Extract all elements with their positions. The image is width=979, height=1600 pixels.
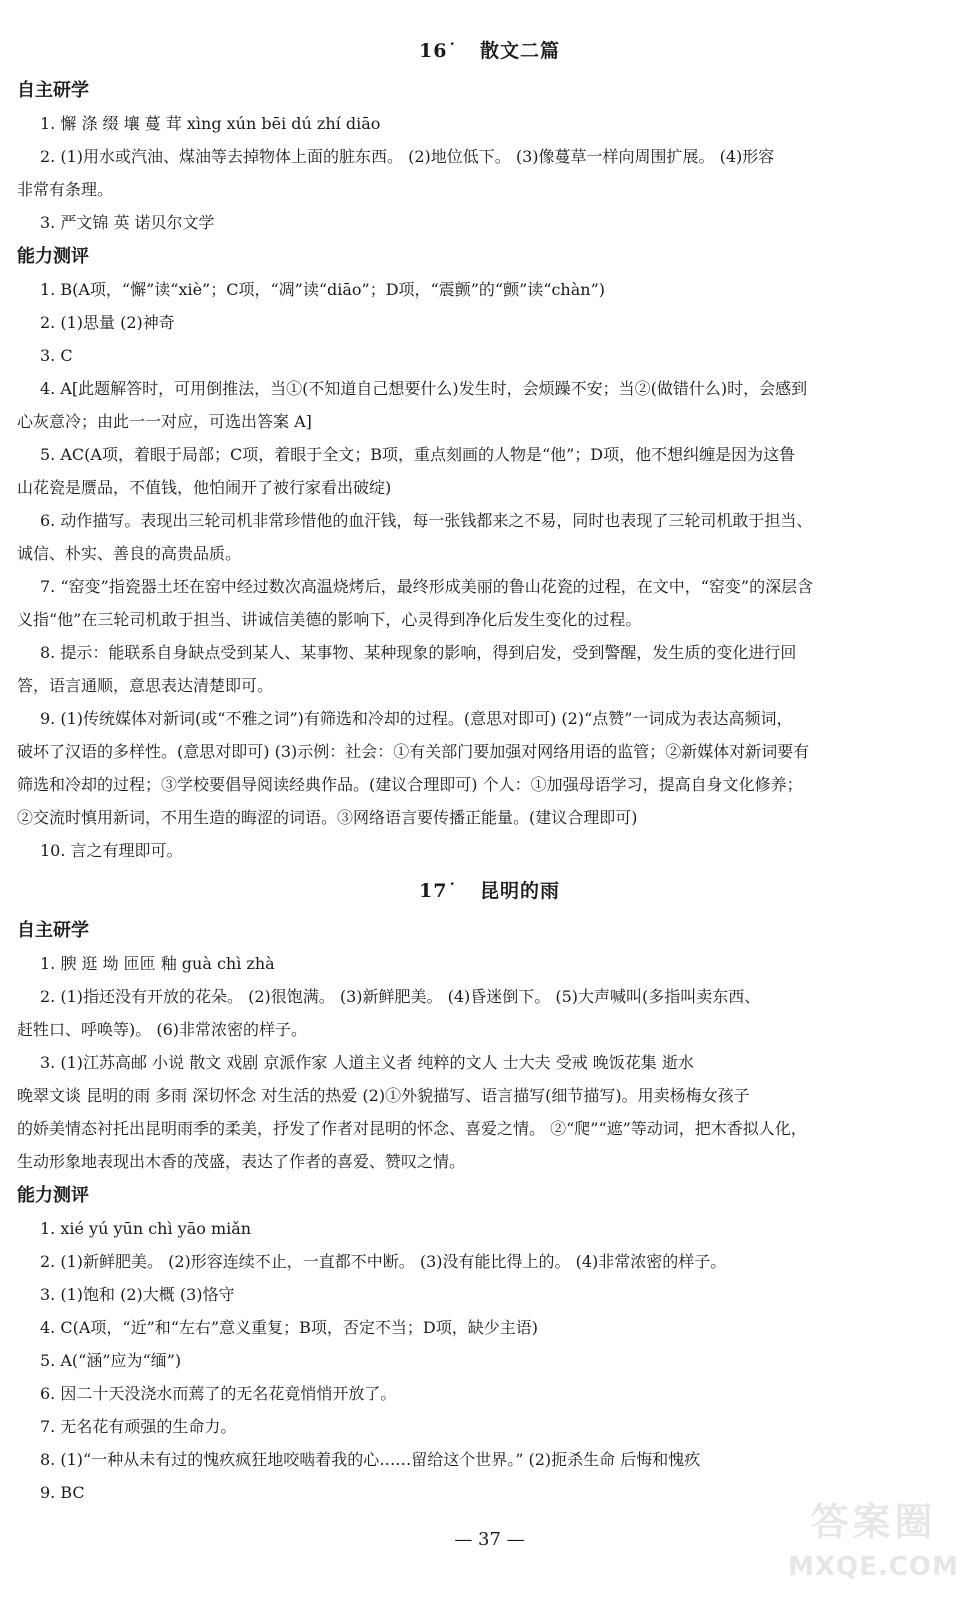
lesson-16-number: 16˙: [419, 40, 458, 62]
answer-line: 3. (1)饱和 (2)大概 (3)恪守: [40, 1285, 235, 1304]
answer-line: 1. 懈 涤 缀 壤 蔓 茸 xìng xún bēi dú zhí diāo: [40, 114, 381, 133]
answer-line: 的娇美情态衬托出昆明雨季的柔美，抒发了作者对昆明的怀念、喜爱之情。 ②“爬”“遮”等动词，把木香拟人化，: [17, 1119, 807, 1138]
answer-line: 8. (1)“一种从未有过的愧疚疯狂地咬啮着我的心……留给这个世界。” (2)扼杀生命 后悔和愧疚: [40, 1450, 701, 1469]
answer-line: 10. 言之有理即可。: [40, 841, 183, 860]
answer-line: 7. 无名花有顽强的生命力。: [40, 1417, 237, 1436]
answer-line: ②交流时慎用新词，不用生造的晦涩的词语。③网络语言要传播正能量。(建议合理即可): [17, 808, 638, 827]
page-number: — 37 —: [454, 1529, 525, 1550]
answer-line: 破坏了汉语的多样性。(意思对即可) (3)示例：社会：①有关部门要加强对网络用语的监管；②新媒体对新词要有: [17, 742, 810, 761]
answer-line: 9. (1)传统媒体对新词(或“不雅之词”)有筛选和冷却的过程。(意思对即可) (2)“点赞”一词成为表达高频词，: [40, 709, 793, 728]
answer-line: 义指“他”在三轮司机敢于担当、讲诚信美德的影响下，心灵得到净化后发生变化的过程。: [17, 610, 642, 629]
answer-line: 3. 严文锦 英 诺贝尔文学: [40, 213, 215, 232]
answer-line: 心灰意冷；由此一一对应，可选出答案 A]: [17, 412, 312, 431]
watermark-logo-text: 答案圈: [810, 1500, 937, 1544]
section-heading-self-study: 自主研学: [17, 80, 89, 101]
answer-line: 赶牲口、呼唤等)。 (6)非常浓密的样子。: [17, 1020, 307, 1039]
answer-line: 1. 腴 逛 坳 匝匝 釉 guà chì zhà: [40, 954, 275, 973]
answer-line: 诚信、朴实、善良的高贵品质。: [17, 544, 242, 563]
answer-line: 5. A(“涵”应为“缅”): [40, 1351, 182, 1370]
lesson-17-name: 昆明的雨: [479, 880, 560, 902]
answer-line: 7. “窑变”指瓷器土坯在窑中经过数次高温烧烤后，最终形成美丽的鲁山花瓷的过程，在文中，“窑变”的深层含: [40, 577, 814, 596]
answer-line: 8. 提示：能联系自身缺点受到某人、某事物、某种现象的影响，得到启发，受到警醒，发生质的变化进行回: [40, 643, 797, 662]
answer-line: 2. (1)思量 (2)神奇: [40, 313, 175, 332]
answer-line: 2. (1)用水或汽油、煤油等去掉物体上面的脏东西。 (2)地位低下。 (3)像蔓草一样向周围扩展。 (4)形容: [40, 147, 775, 166]
watermark-domain: MXQE.COM: [788, 1552, 959, 1582]
answer-line: 生动形象地表现出木香的茂盛，表达了作者的喜爱、赞叹之情。: [17, 1152, 466, 1171]
answer-line: 1. xié yú yūn chì yāo miǎn: [40, 1219, 252, 1238]
lesson-17-number: 17˙: [419, 880, 458, 902]
answer-line: 非常有条理。: [17, 180, 114, 199]
section-heading-self-study: 自主研学: [17, 920, 89, 941]
answer-line: 2. (1)指还没有开放的花朵。 (2)很饱满。 (3)新鲜肥美。 (4)昏迷倒下。 (5)大声喊叫(多指叫卖东西、: [40, 987, 761, 1006]
answer-line: 3. (1)江苏高邮 小说 散文 戏剧 京派作家 人道主义者 纯粹的文人 士大夫 受戒 晚饭花集 逝水: [40, 1053, 694, 1072]
answer-line: 筛选和冷却的过程；③学校要倡导阅读经典作品。(建议合理即可) 个人：①加强母语学习，提高自身文化修养；: [17, 775, 803, 794]
section-heading-assessment: 能力测评: [17, 1185, 89, 1206]
answer-line: 9. BC: [40, 1483, 85, 1502]
answer-line: 4. A[此题解答时，可用倒推法，当①(不知道自己想要什么)发生时，会烦躁不安；当②(做错什么)时，会感到: [40, 379, 808, 398]
answer-line: 6. 动作描写。表现出三轮司机非常珍惜他的血汗钱，每一张钱都来之不易，同时也表现了三轮司机敢于担当、: [40, 511, 813, 530]
lesson-17-title: [0, 878, 979, 904]
answer-line: 山花瓷是赝品，不值钱，他怕闹开了被行家看出破绽): [17, 478, 392, 497]
answer-line: 6. 因二十天没浇水而蔫了的无名花竟悄悄开放了。: [40, 1384, 397, 1403]
site-watermark: [786, 1500, 961, 1592]
answer-line: 5. AC(A项，着眼于局部；C项，着眼于全文；B项，重点刻画的人物是“他”；D项，他不想纠缠是因为这鲁: [40, 445, 796, 464]
answer-line: 晚翠文谈 昆明的雨 多雨 深切怀念 对生活的热爱 (2)①外貌描写、语言描写(细节描写)。用卖杨梅女孩子: [17, 1086, 750, 1105]
answer-line: 2. (1)新鲜肥美。 (2)形容连续不止，一直都不中断。 (3)没有能比得上的。 (4)非常浓密的样子。: [40, 1252, 727, 1271]
answer-line: 1. B(A项，“懈”读“xiè”；C项，“凋”读“diāo”；D项，“震颤”的“颤”读“chàn”): [40, 280, 605, 299]
lesson-16-name: 散文二篇: [479, 40, 560, 62]
lesson-16-title: [0, 38, 979, 64]
answer-line: 答，语言通顺，意思表达清楚即可。: [17, 676, 274, 695]
section-heading-assessment: 能力测评: [17, 246, 89, 267]
answer-line: 3. C: [40, 346, 73, 365]
answer-line: 4. C(A项，“近”和“左右”意义重复；B项，否定不当；D项，缺少主语): [40, 1318, 538, 1337]
